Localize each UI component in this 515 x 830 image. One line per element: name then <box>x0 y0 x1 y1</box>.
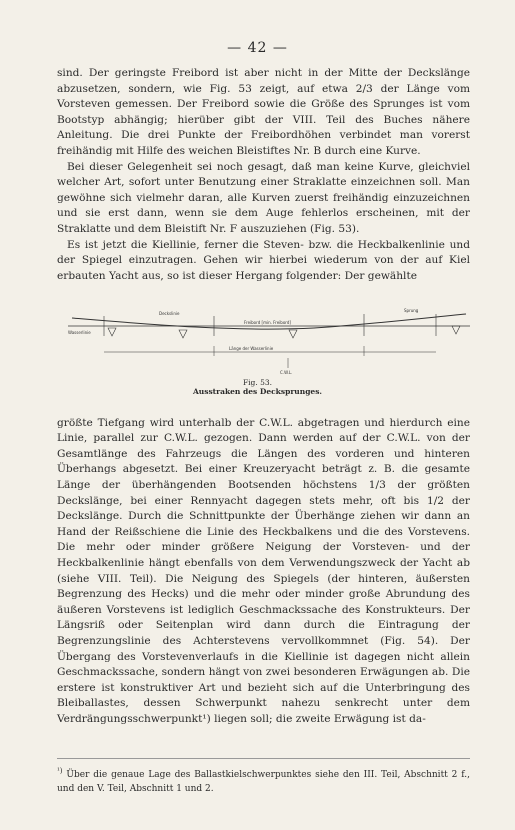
footnote <box>57 764 470 796</box>
paragraph: Bei dieser Gelegenheit sei noch gesagt, daß man keine Kurve, gleichviel welcher Art, sofort unter Benutzung einer Straklatte einzeichnen soll. Man gewöhne sich vielmehr daran, alle Kurven zuerst freihändig einzuzeichnen und sie erst dann, wenn sie dem Auge fehlerlos erscheinen, mit der Straklatte und dem Bleistift Nr. F auszuziehen (Fig. 53). <box>57 160 470 235</box>
freeboard-marker <box>452 326 460 334</box>
label-middle: Länge der Wasserlinie <box>229 346 274 351</box>
footnote-rule <box>57 758 470 759</box>
caption-title: Ausstraken des Decksprunges. <box>192 387 323 396</box>
caption-number: Fig. 53. <box>242 378 273 387</box>
footnote-mark: ¹) <box>57 767 63 775</box>
freeboard-marker <box>108 328 116 336</box>
freeboard-marker <box>179 330 187 338</box>
label-sheer: Sprung <box>404 308 419 313</box>
label-deck: Deckslinie <box>159 311 180 316</box>
figure-caption <box>0 378 515 396</box>
paragraph: größte Tiefgang wird unterhalb der C.W.L. abgetragen und hierdurch eine Linie, parallel zur C.W.L. gezogen. Dann werden auf der C.W.L. von der Gesamtlänge des Fahrzeugs die Längen des vorderen und hinteren Überhangs abgesetzt. Bei einer Kreuzeryacht beträgt z. B. die gesamte Länge der überhängenden Bootsenden höchstens 1/3 der größten Deckslänge, bei einer Rennyacht dagegen stets mehr, oft bis 1/2 der Deckslänge. Durch die Schnittpunkte der Überhänge ziehen wir dann an Hand der Reißschiene die Linie des Heckbalkens und die des Vorstevens. Die mehr oder minder größere Neigung der Vorsteven- und der Heckbalkenlinie hängt ebenfalls von dem Verwendungszweck der Yacht ab (siehe VIII. Teil). Die Neigung des Spiegels (der hinteren, äußersten Begrenzung des Hecks) und die mehr oder minder große Abrundung des äußeren Vorstevens ist lediglich Geschmackssache des Konstrukteurs. Der Längsriß oder Seitenplan wird dann durch die Eintragung der Begrenzungslinie des Achterstevens vervollkommnet (Fig. 54). Der Übergang des Vorstevenverlaufs in die Kiellinie ist dagegen nicht allein Geschmackssache, sondern hängt von zwei besonderen Erwägungen ab. Die erstere ist konstruktiver Art und bezieht sich auf die Unterbringung des Bleiballastes, dessen Schwerpunkt nahezu senkrecht unter dem Verdrängungsschwerpunkt¹) liegen soll; die zweite Erwägung ist da- <box>57 416 470 725</box>
paragraph: Es ist jetzt die Kiellinie, ferner die Steven- bzw. die Heckbalkenlinie und der Spiegel einzutragen. Gehen wir hierbei wiederum von der auf Kiel erbauten Yacht aus, so ist dieser Hergang folgender: Der gewählte <box>57 238 470 282</box>
paragraph: sind. Der geringste Freibord ist aber nicht in der Mitte der Deckslänge abzusetzen, sondern, wie Fig. 53 zeigt, auf etwa 2/3 der Länge vom Vorsteven gemessen. Der Freibord sowie die Größe des Sprunges ist vom Bootstyp abhängig; hierüber gibt der VIII. Teil des Buches nähere Anleitung. Die drei Punkte der Freibordhöhen verbindet man vorerst freihändig mit Hilfe des weichen Bleistiftes Nr. B durch eine Kurve. <box>57 67 470 157</box>
body-text-top <box>57 66 470 284</box>
label-freeboard: Freibord [min. Freibord] <box>244 320 291 325</box>
label-lwl: C.W.L. <box>280 370 293 375</box>
page-number: — 42 — <box>227 40 288 56</box>
freeboard-marker <box>289 330 297 338</box>
footnote-text: Über die genaue Lage des Ballastkielschwerpunktes siehe den III. Teil, Abschnitt 2 f., und den V. Teil, Abschnitt 1 und 2. <box>57 770 470 794</box>
body-text-bottom <box>57 405 470 738</box>
sheer-diagram <box>64 306 474 376</box>
label-waterline: Wasserlinie <box>68 330 91 335</box>
figure-53 <box>64 306 474 416</box>
